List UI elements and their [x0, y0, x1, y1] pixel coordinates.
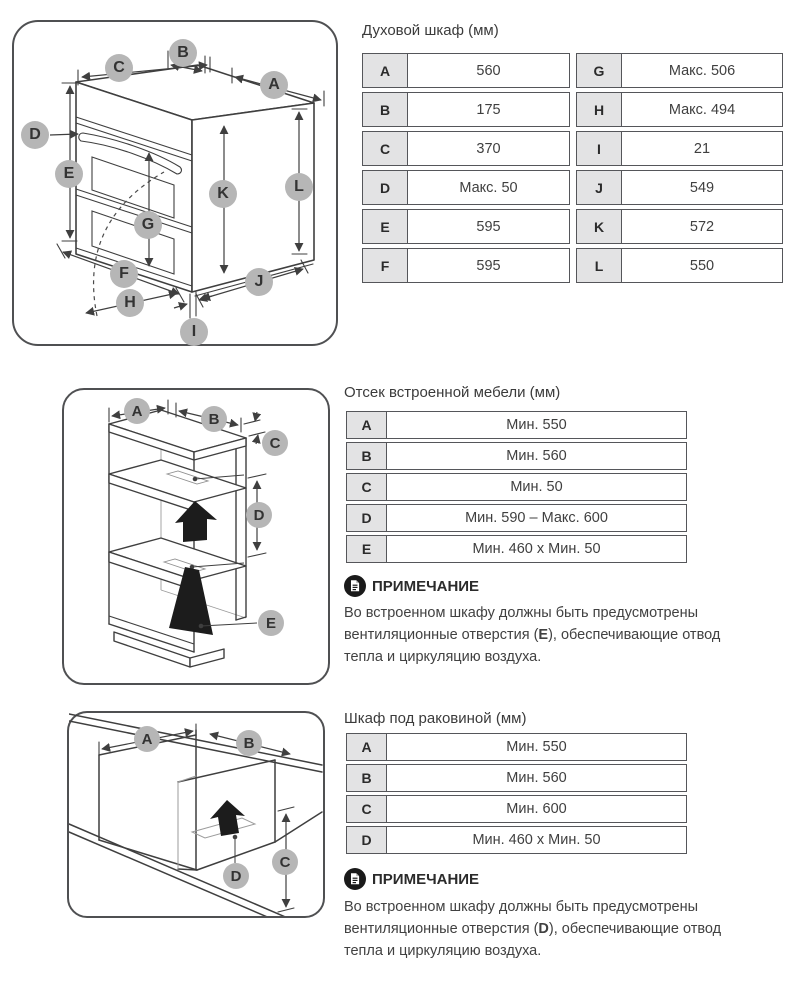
dim-key: A — [363, 54, 408, 87]
note-text-part: ), обеспечивающие отвод — [548, 627, 721, 643]
table-row — [346, 535, 687, 563]
dim-value: Макс. 506 — [668, 62, 736, 79]
cabinet-dim-label-c: C — [262, 430, 288, 456]
note-line: тепла и циркуляцию воздуха. — [344, 649, 542, 665]
note-line: тепла и циркуляцию воздуха. — [344, 943, 542, 959]
oven-dim-label-f: F — [110, 260, 138, 288]
dim-value: Мин. 460 x Мин. 50 — [472, 541, 601, 557]
oven-diagram-box — [12, 20, 338, 346]
note-ref-letter: E — [538, 627, 549, 643]
dim-value: 175 — [476, 101, 501, 118]
dim-key: D — [363, 171, 408, 204]
table-row — [362, 53, 570, 88]
table-row — [576, 170, 783, 205]
dim-key: J — [577, 171, 622, 204]
cabinet-dim-label-a: A — [124, 398, 150, 424]
dim-value: Мин. 550 — [506, 739, 567, 755]
dim-key: C — [363, 132, 408, 165]
table-row — [346, 411, 687, 439]
dim-key: D — [347, 505, 387, 531]
note-text — [344, 602, 720, 668]
dim-key: C — [347, 474, 387, 500]
note-heading: ПРИМЕЧАНИЕ — [372, 871, 480, 888]
table-row — [362, 209, 570, 244]
note-line — [344, 918, 721, 940]
oven-dim-label-g: G — [134, 211, 162, 239]
dim-value: Макс. 494 — [668, 101, 736, 118]
cabinet-dim-label-d: D — [246, 502, 272, 528]
dim-key: E — [363, 210, 408, 243]
note-text-part: вентиляционные отверстия ( — [344, 921, 539, 937]
dim-value: Макс. 50 — [459, 179, 518, 196]
dim-value: 21 — [693, 140, 711, 157]
table-row — [346, 473, 687, 501]
dim-value: Мин. 460 x Мин. 50 — [472, 832, 601, 848]
dim-value: 595 — [476, 218, 501, 235]
sink-cabinet-diagram-box — [67, 711, 325, 918]
note-line — [344, 624, 720, 646]
oven-dim-label-b: B — [169, 39, 197, 67]
cabinet-table-title: Отсек встроенной мебели (мм) — [344, 384, 561, 401]
dim-value: Мин. 560 — [506, 770, 567, 786]
dim-key: L — [577, 249, 622, 282]
dim-key: A — [347, 412, 387, 438]
table-row — [362, 170, 570, 205]
dim-key: B — [363, 93, 408, 126]
table-row — [362, 248, 570, 283]
dim-value: 560 — [476, 62, 501, 79]
cabinet-isometric-drawing — [64, 390, 328, 683]
sink-dim-label-a: A — [134, 726, 160, 752]
sink-table-title: Шкаф под раковиной (мм) — [344, 710, 527, 727]
cabinet-diagram-box — [62, 388, 330, 685]
table-row — [346, 504, 687, 532]
dim-key: B — [347, 765, 387, 791]
sink-cabinet-isometric-drawing — [69, 713, 323, 916]
oven-dim-label-k: K — [209, 180, 237, 208]
dim-value: 595 — [476, 257, 501, 274]
table-row — [346, 764, 687, 792]
oven-dim-label-i: I — [180, 318, 208, 346]
table-row — [362, 92, 570, 127]
dim-value: 549 — [689, 179, 715, 196]
dim-key: G — [577, 54, 622, 87]
table-row — [362, 131, 570, 166]
dim-value: Мин. 550 — [506, 417, 567, 433]
dim-key: K — [577, 210, 622, 243]
note-line: Во встроенном шкафу должны быть предусмотрены — [344, 899, 699, 915]
dim-key: A — [347, 734, 387, 760]
dim-value: 550 — [689, 257, 715, 274]
oven-dim-label-d: D — [21, 121, 49, 149]
dim-key: B — [347, 443, 387, 469]
oven-dim-label-e: E — [55, 160, 83, 188]
sink-dim-label-b: B — [236, 730, 262, 756]
dim-value: Мин. 600 — [506, 801, 567, 817]
note-text-part: ), обеспечивающие отвод — [548, 921, 722, 937]
cabinet-dim-label-b: B — [201, 406, 227, 432]
note-ref-letter: D — [538, 921, 549, 937]
table-row — [576, 53, 783, 88]
dim-value: Мин. 590 – Макс. 600 — [465, 510, 608, 526]
oven-dim-label-h: H — [116, 289, 144, 317]
oven-dim-label-c: C — [105, 54, 133, 82]
oven-dim-label-j: J — [245, 268, 273, 296]
table-row — [346, 826, 687, 854]
dim-value: 370 — [476, 140, 501, 157]
dim-value: Мин. 560 — [506, 448, 567, 464]
note-line: Во встроенном шкафу должны быть предусмотрены — [344, 605, 699, 621]
table-row — [346, 795, 687, 823]
note-icon — [344, 575, 366, 597]
table-row — [576, 248, 783, 283]
dim-key: I — [577, 132, 622, 165]
cabinet-dim-label-e: E — [258, 610, 284, 636]
dim-key: D — [347, 827, 387, 853]
dim-key: F — [363, 249, 408, 282]
note-text-part: вентиляционные отверстия ( — [344, 627, 539, 643]
oven-table-title: Духовой шкаф (мм) — [362, 22, 499, 39]
dim-value: 572 — [689, 218, 715, 235]
note-text — [344, 896, 721, 962]
table-row — [576, 209, 783, 244]
table-row — [346, 442, 687, 470]
oven-dim-label-l: L — [285, 173, 313, 201]
sink-dim-label-c: C — [272, 849, 298, 875]
note-icon — [344, 868, 366, 890]
table-row — [576, 92, 783, 127]
table-row — [576, 131, 783, 166]
dim-key: E — [347, 536, 387, 562]
dim-value: Мин. 50 — [510, 479, 563, 495]
table-row — [346, 733, 687, 761]
dim-key: H — [577, 93, 622, 126]
note-heading: ПРИМЕЧАНИЕ — [372, 578, 480, 595]
oven-dim-label-a: A — [260, 71, 288, 99]
dim-key: C — [347, 796, 387, 822]
sink-dim-label-d: D — [223, 863, 249, 889]
